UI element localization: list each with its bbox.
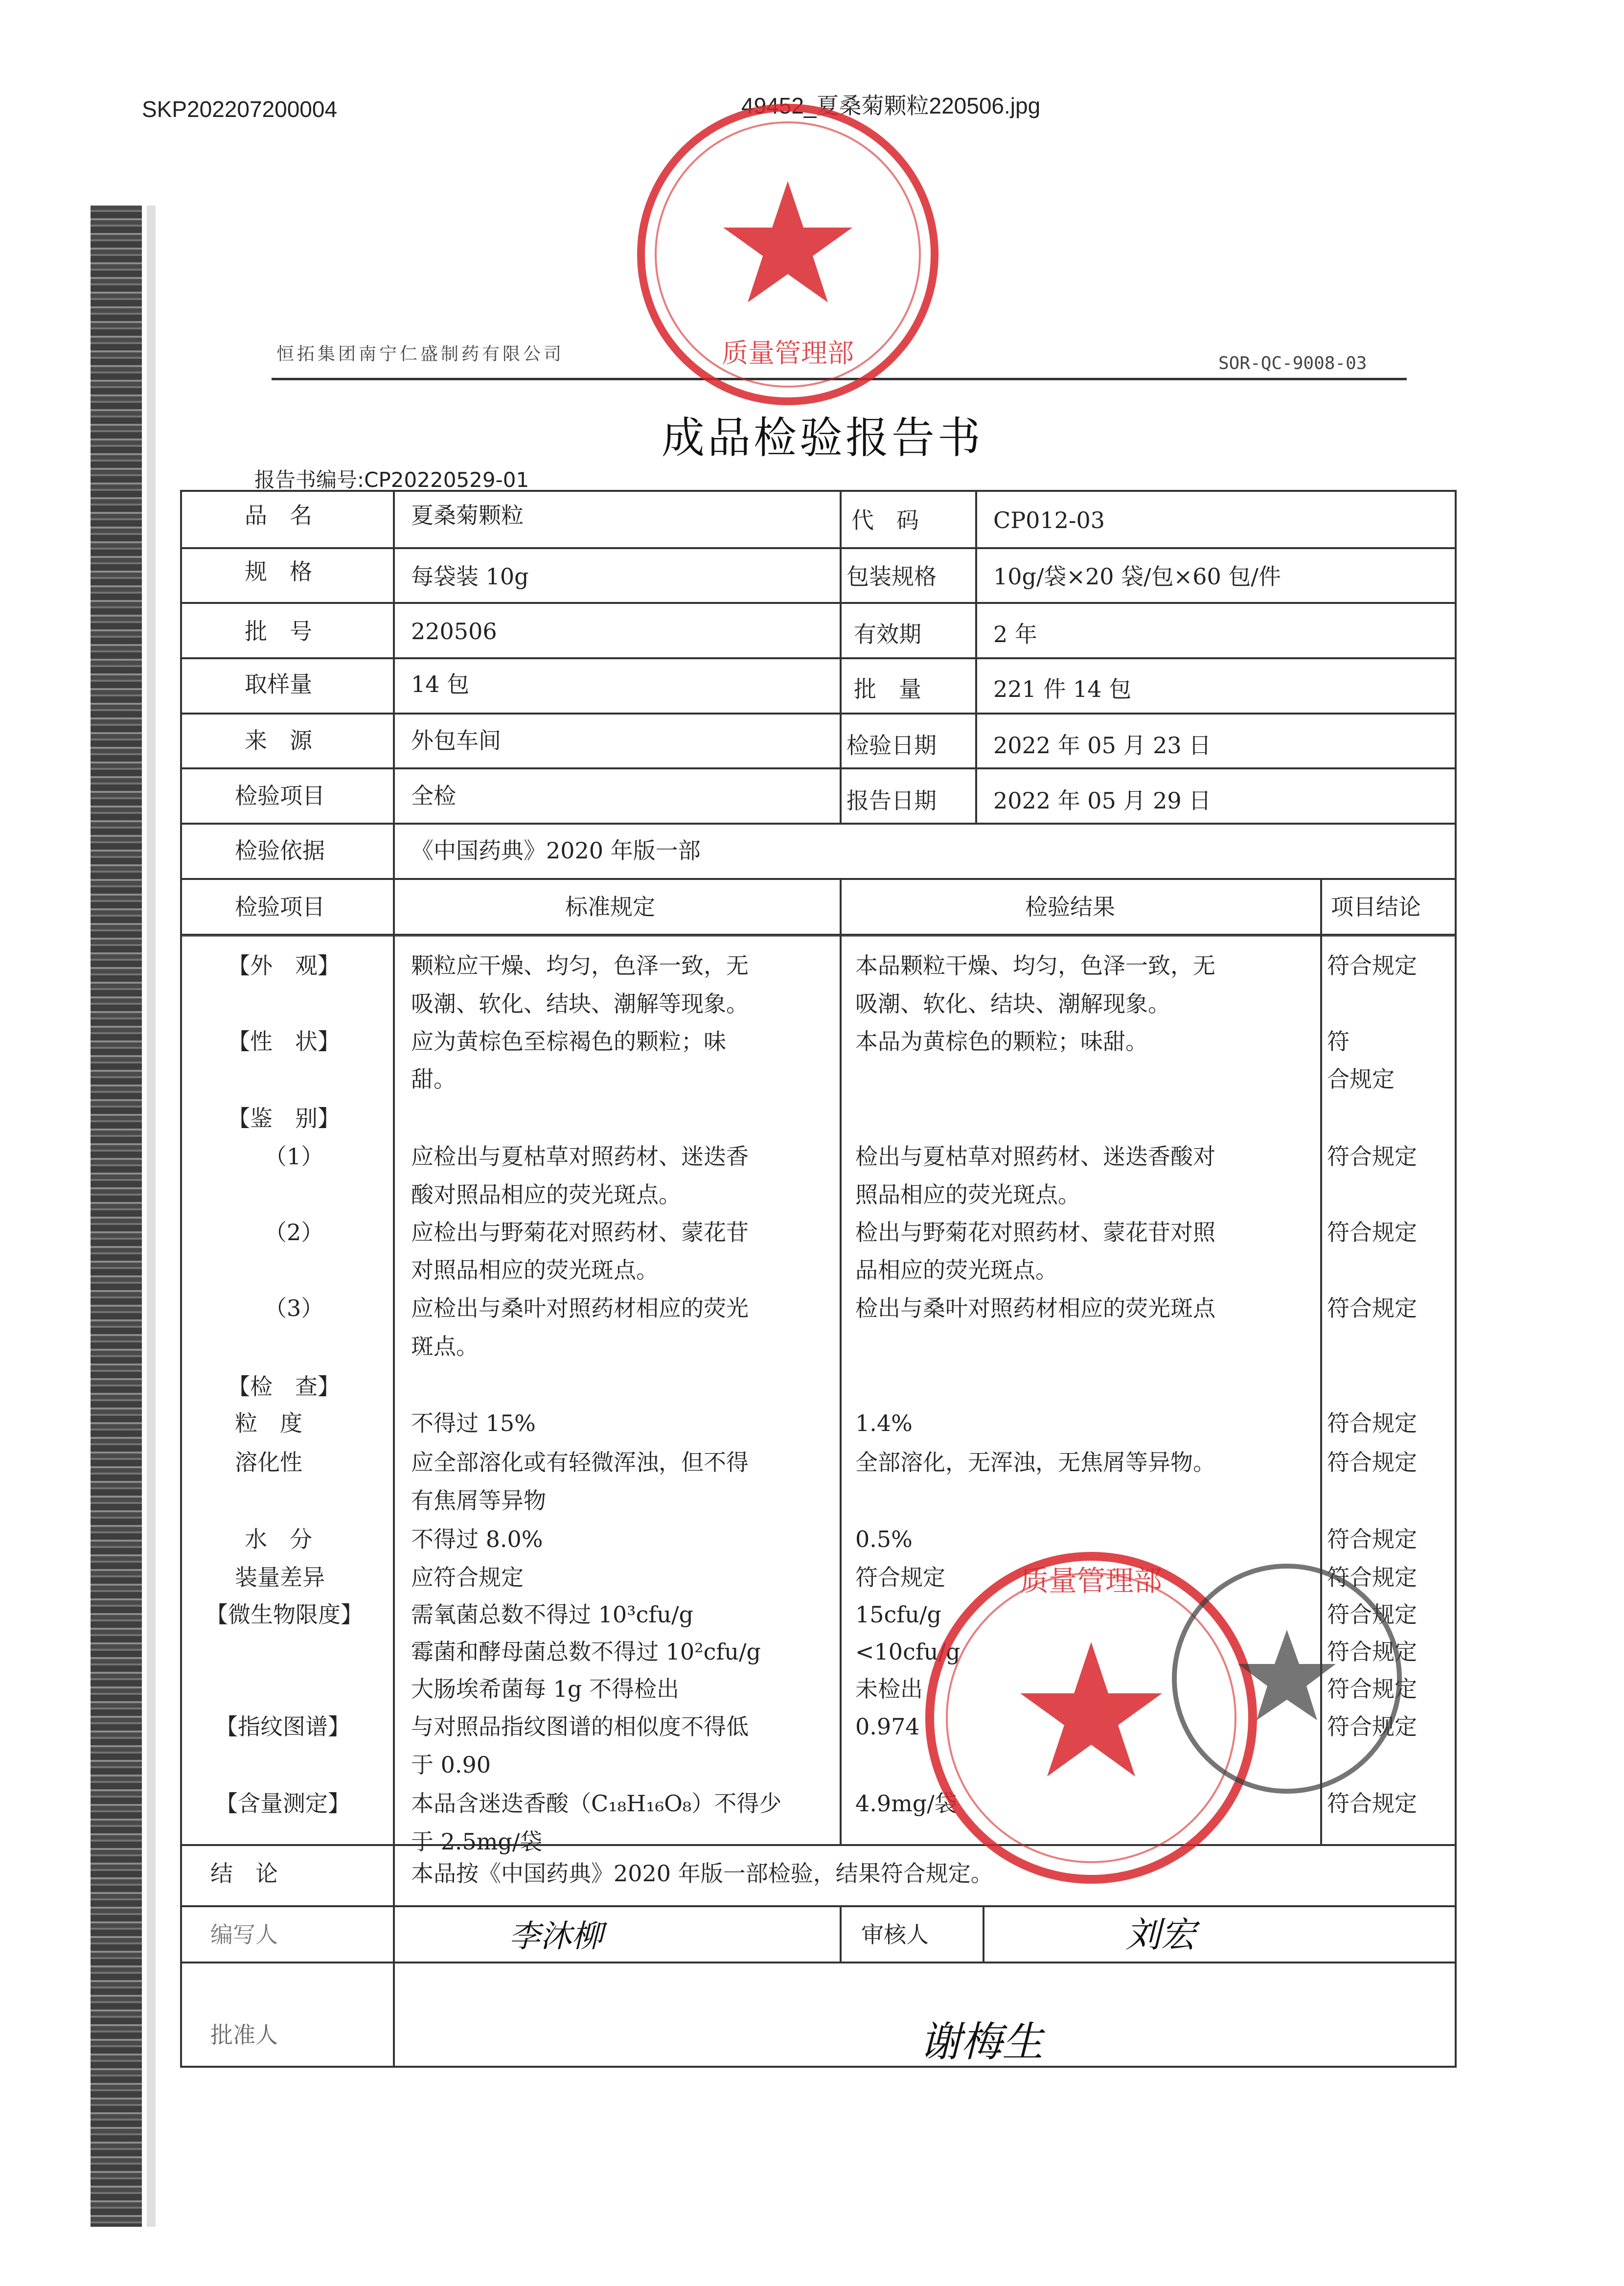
form-code: SOR-QC-9008-03 [1218, 353, 1367, 373]
row-item: 【指纹图谱】 [215, 1713, 350, 1740]
value-items: 全检 [411, 783, 456, 809]
row-result: 照品相应的荧光斑点。 [855, 1181, 1080, 1208]
row-result: 检出与野菊花对照药材、蒙花苷对照 [855, 1219, 1215, 1246]
value-batch: 220506 [411, 618, 497, 645]
row-conclusion: 符合规定 [1327, 1143, 1417, 1170]
row-conclusion: 符合规定 [1327, 1676, 1417, 1702]
row-result: <10cfu/g [855, 1639, 961, 1665]
row-item: 装量差异 [235, 1564, 325, 1591]
value-qty: 221 件 14 包 [993, 676, 1132, 702]
row-standard: 不得过 8.0% [411, 1526, 543, 1552]
row-standard: 应检出与夏枯草对照药材、迷迭香 [411, 1143, 749, 1170]
row-standard: 对照品相应的荧光斑点。 [411, 1257, 659, 1283]
row-result: 吸潮、软化、结块、潮解现象。 [855, 991, 1170, 1017]
row-standard: 本品含迷迭香酸（C₁₈H₁₆O₈）不得少 [411, 1790, 782, 1817]
row-conclusion: 符合规定 [1327, 1449, 1417, 1476]
row-conclusion: 符 [1327, 1028, 1350, 1055]
label-items: 检验项目 [235, 783, 325, 809]
row-conclusion: 符合规定 [1327, 1526, 1417, 1552]
writer-signature: 李沐柳 [509, 1918, 603, 1955]
row-standard: 颗粒应干燥、均匀，色泽一致，无 [411, 952, 749, 979]
row-item: 粒 度 [235, 1410, 302, 1436]
row-conclusion: 合规定 [1327, 1066, 1395, 1092]
row-standard: 应全部溶化或有轻微浑浊，但不得 [411, 1449, 749, 1476]
row-standard: 大肠埃希菌每 1g 不得检出 [411, 1676, 679, 1702]
document-code: SKP202207200004 [142, 96, 338, 122]
row-result: 检出与夏枯草对照药材、迷迭香酸对 [855, 1143, 1215, 1170]
row-standard: 酸对照品相应的荧光斑点。 [411, 1181, 681, 1208]
row-result: 本品为黄棕色的颗粒；味甜。 [855, 1028, 1148, 1055]
row-standard: 应检出与野菊花对照药材、蒙花苷 [411, 1219, 749, 1246]
row-result: 品相应的荧光斑点。 [855, 1257, 1058, 1283]
reviewer-signature: 刘宏 [1125, 1914, 1196, 1955]
value-product: 夏桑菊颗粒 [411, 502, 524, 529]
row-result: 15cfu/g [855, 1601, 941, 1628]
value-code: CP012-03 [993, 507, 1105, 533]
row-result: 1.4% [855, 1410, 913, 1436]
row-item: 【含量测定】 [215, 1790, 350, 1817]
label-validity: 有效期 [854, 621, 921, 647]
company-name: 恒拓集团南宁仁盛制药有限公司 [276, 344, 565, 364]
value-report-date: 2022 年 05 月 29 日 [993, 787, 1212, 814]
col-header-item: 检验项目 [235, 894, 325, 920]
col-header-conclusion: 项目结论 [1331, 894, 1421, 920]
label-source: 来 源 [245, 727, 312, 754]
row-standard: 于 0.90 [411, 1752, 491, 1778]
row-item: 【检 查】 [228, 1373, 340, 1400]
row-standard: 应符合规定 [411, 1564, 524, 1591]
report-number: 报告书编号:CP20220529-01 [254, 468, 529, 492]
row-standard: 应检出与桑叶对照药材相应的荧光 [411, 1295, 749, 1321]
label-spec: 规 格 [245, 558, 312, 585]
value-validity: 2 年 [993, 621, 1037, 647]
row-standard: 与对照品指纹图谱的相似度不得低 [411, 1713, 749, 1740]
label-reviewer: 审核人 [861, 1921, 929, 1948]
label-qty: 批 量 [854, 676, 921, 702]
svg-text:质量管理部: 质量管理部 [1020, 1564, 1163, 1597]
row-item: （2） [264, 1219, 324, 1246]
row-item: （1） [264, 1143, 324, 1170]
row-result: 0.5% [855, 1526, 913, 1552]
value-conclusion: 本品按《中国药典》2020 年版一部检验，结果符合规定。 [411, 1860, 993, 1887]
col-header-result: 检验结果 [1025, 894, 1115, 920]
row-conclusion: 符合规定 [1327, 1639, 1417, 1665]
row-standard: 吸潮、软化、结块、潮解等现象。 [411, 991, 749, 1017]
row-item: 【外 观】 [228, 952, 340, 979]
file-name: 49452_夏桑菊颗粒220506.jpg [741, 93, 1041, 118]
label-basis: 检验依据 [235, 837, 325, 864]
label-sample: 取样量 [245, 671, 312, 697]
top-seal-stamp [631, 98, 944, 411]
col-header-rule [181, 935, 1456, 937]
row-item: 水 分 [245, 1526, 312, 1552]
value-spec: 每袋装 10g [411, 563, 529, 590]
row-item: 【鉴 别】 [228, 1105, 340, 1131]
row-conclusion: 符合规定 [1327, 1564, 1417, 1591]
label-pack: 包装规格 [846, 563, 937, 590]
label-approver: 批准人 [210, 2022, 278, 2048]
col-header-standard: 标准规定 [565, 894, 655, 920]
label-writer: 编写人 [210, 1921, 278, 1948]
row-result: 检出与桑叶对照药材相应的荧光斑点 [855, 1295, 1215, 1321]
value-pack: 10g/袋×20 袋/包×60 包/件 [993, 563, 1281, 590]
label-code: 代 码 [851, 507, 919, 533]
label-conclusion: 结 论 [210, 1860, 278, 1887]
row-item: （3） [264, 1295, 324, 1321]
approver-signature: 谢梅生 [920, 2018, 1044, 2066]
label-test-date: 检验日期 [846, 732, 937, 759]
row-conclusion: 符合规定 [1327, 952, 1417, 979]
value-sample: 14 包 [411, 671, 470, 697]
row-standard: 于 2.5mg/袋 [411, 1828, 543, 1855]
row-conclusion: 符合规定 [1327, 1713, 1417, 1740]
row-standard: 霉菌和酵母菌总数不得过 10²cfu/g [411, 1639, 761, 1665]
row-item: 【微生物限度】 [206, 1601, 363, 1628]
label-report-date: 报告日期 [846, 787, 937, 814]
value-source: 外包车间 [411, 727, 501, 754]
row-result: 未检出 [855, 1676, 923, 1702]
row-standard: 应为黄棕色至棕褐色的颗粒；味 [411, 1028, 726, 1055]
row-standard: 斑点。 [411, 1333, 479, 1360]
row-conclusion: 符合规定 [1327, 1219, 1417, 1246]
page-title: 成品检验报告书 [662, 413, 984, 463]
label-product: 品 名 [245, 502, 312, 529]
row-item: 溶化性 [235, 1449, 302, 1476]
value-test-date: 2022 年 05 月 23 日 [993, 732, 1212, 759]
row-standard: 不得过 15% [411, 1410, 536, 1436]
row-item: 【性 状】 [228, 1028, 340, 1055]
row-conclusion: 符合规定 [1327, 1790, 1417, 1817]
row-result: 符合规定 [855, 1564, 945, 1591]
row-standard: 甜。 [411, 1066, 456, 1092]
row-result: 0.974 [855, 1713, 920, 1740]
row-standard: 有焦屑等异物 [411, 1487, 546, 1514]
row-conclusion: 符合规定 [1327, 1295, 1417, 1321]
row-result: 4.9mg/袋 [855, 1790, 957, 1817]
row-conclusion: 符合规定 [1327, 1601, 1417, 1628]
row-result: 本品颗粒干燥、均匀，色泽一致，无 [855, 952, 1215, 979]
bottom-seal-stamps [915, 1532, 1404, 1884]
row-standard: 需氧菌总数不得过 10³cfu/g [411, 1601, 693, 1628]
row-conclusion: 符合规定 [1327, 1410, 1417, 1436]
label-batch: 批 号 [245, 618, 312, 645]
value-basis: 《中国药典》2020 年版一部 [411, 837, 701, 864]
row-result: 全部溶化，无浑浊，无焦屑等异物。 [855, 1449, 1215, 1476]
svg-text:质量管理部: 质量管理部 [722, 338, 854, 369]
